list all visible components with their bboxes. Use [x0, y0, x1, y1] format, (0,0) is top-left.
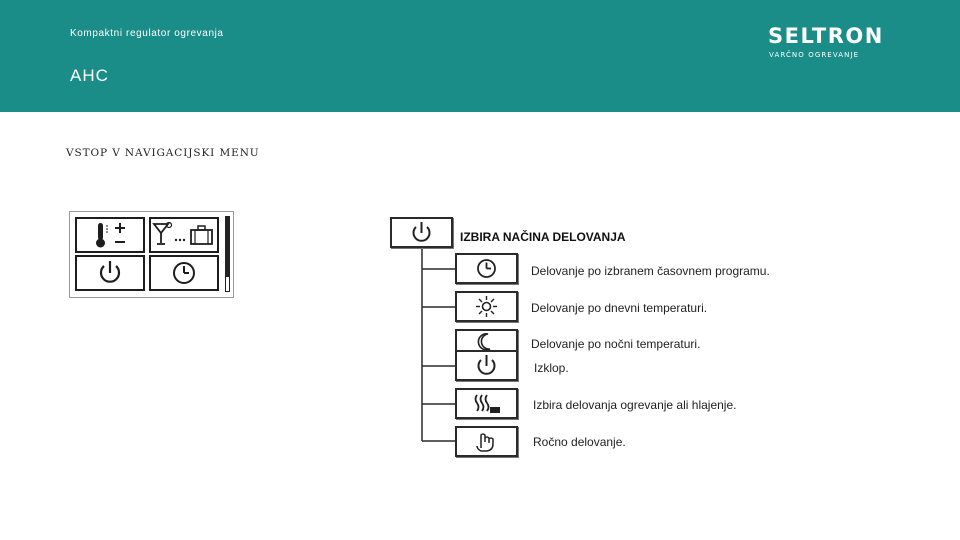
power-icon [457, 352, 516, 379]
hand-icon [457, 428, 516, 455]
mode-item-time-program-button[interactable] [455, 253, 518, 284]
lcd-cell-temperature[interactable] [75, 217, 145, 253]
lcd-display [69, 211, 234, 298]
mode-item-manual-button[interactable] [455, 426, 518, 457]
power-icon [392, 219, 451, 246]
sun-icon [457, 293, 516, 320]
lcd-cell-time-program[interactable] [149, 255, 219, 291]
page-title: AHC [70, 66, 109, 85]
header-bar [0, 0, 960, 112]
mode-item-label: Delovanje po dnevni temperaturi. [531, 301, 708, 315]
power-icon [77, 257, 143, 289]
moon-icon [457, 331, 516, 351]
mode-item-heat-cool-button[interactable] [455, 388, 518, 419]
mode-menu-diagram [388, 216, 808, 466]
mode-item-label: Ročno delovanje. [533, 435, 626, 449]
heat-cool-icon [457, 390, 516, 417]
cocktail-suitcase-icon [151, 219, 217, 251]
lcd-scrollbar [225, 216, 230, 292]
mode-item-label: Delovanje po izbranem časovnem programu. [531, 264, 770, 278]
seltron-logo: SELTRON [768, 24, 884, 48]
mode-menu-title: IZBIRA NAČINA DELOVANJA [460, 230, 626, 244]
logo-tagline: VARČNO OGREVANJE [769, 51, 860, 59]
mode-item-label: Delovanje po nočni temperaturi. [531, 337, 701, 351]
mode-item-label: Izbira delovanja ogrevanje ali hlajenje. [533, 398, 737, 412]
lcd-scrollbar-thumb [226, 217, 229, 277]
mode-item-label: Izklop. [534, 361, 569, 375]
header-subtitle: Kompaktni regulator ogrevanja [70, 28, 224, 39]
lcd-cell-mode[interactable] [75, 255, 145, 291]
mode-item-day-temperature-button[interactable] [455, 291, 518, 322]
lcd-cell-party-holiday[interactable] [149, 217, 219, 253]
mode-root-button[interactable] [390, 217, 453, 248]
clock-icon [151, 257, 217, 289]
thermometer-plus-minus-icon [77, 219, 143, 251]
clock-icon [457, 255, 516, 282]
mode-item-off-button[interactable] [455, 350, 518, 381]
section-heading: VSTOP V NAVIGACIJSKI MENU [66, 147, 260, 159]
